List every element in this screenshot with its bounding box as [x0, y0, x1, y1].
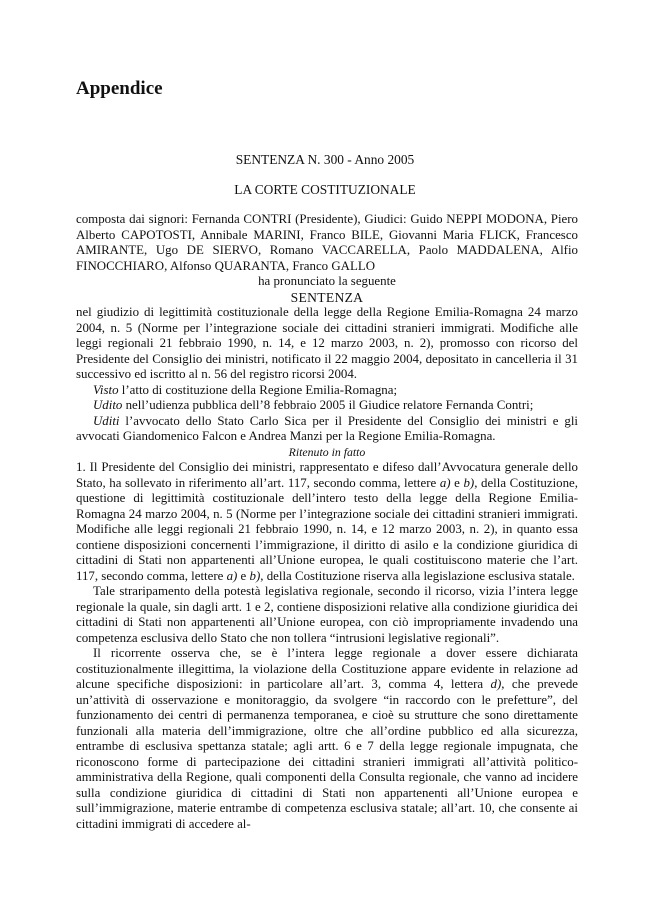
p1-and-2: e: [237, 568, 250, 583]
p1-letter-b-2: b): [249, 568, 261, 583]
paragraph-1: [76, 460, 578, 584]
paragraph-3: [76, 646, 578, 832]
p1-letter-a: a): [439, 475, 451, 490]
pronounced-line: ha pronunciato la seguente: [258, 274, 396, 288]
p1-part3: , della Costituzione riserva alla legislazione esclusiva statale.: [260, 568, 575, 583]
judgment-intro: nel giudizio di legittimità costituzionale della legge della Regione Emilia-Romagna 24 marzo 2004, n. 5 (Norme per l’integrazione sociale dei cittadini stranieri immigrati. Modifiche alle leggi regionali 21 febbraio 1990, n. 14, e 12 marzo 2003, n. 2), promosso con ricorso del Presidente del Consiglio dei ministri, notificato il 22 maggio 2004, depositato in cancelleria il 31 successivo ed iscritto al n. 56 del registro ricorsi 2004.: [76, 305, 578, 381]
udito-lead: Udito: [93, 398, 123, 412]
p1-and-1: e: [450, 475, 464, 490]
uditi-paragraph: [76, 414, 578, 445]
uditi-lead: Uditi: [93, 413, 120, 428]
visto-paragraph: [76, 383, 578, 399]
visto-lead: Visto: [93, 382, 119, 397]
page-heading: Appendice: [76, 78, 163, 99]
p3-part1: Il ricorrente osserva che, se è l’intera legge regionale a dover essere dichiarata costituzionalmente illegittima, la violazione della Costituzione appare evidente in relazione ad alcune specifiche disposizioni: in particolare all’art. 3, comma 4, lettera: [76, 646, 578, 691]
p3-letter-d: d): [490, 677, 502, 691]
p1-part1: 1. Il Presidente del Consiglio dei ministri, rappresentato e difeso dall’Avvocatura generale dello Stato, ha sollevato in riferimento all’art. 117, secondo comma, lettere: [76, 460, 578, 490]
visto-text: l’atto di costituzione della Regione Emilia-Romagna;: [118, 382, 398, 397]
p1-letter-b: b): [463, 475, 475, 490]
sentenza-header: SENTENZA N. 300 - Anno 2005: [235, 152, 415, 167]
p1-part2: , della Costituzione, questione di legittimità costituzionale dell’intero testo della legge della Regione Emilia-Romagna 24 marzo 2004, n. 5 (Norme per l’integrazione sociale dei cittadini stranieri immigrati. Modifiche alle leggi regionali 21 febbraio 1990, n. 14, e 12 marzo 2003, n. 2), in quanto essa contiene disposizioni concernenti l’immigrazione, il diritto di asilo e la condizione giuridica di cittadini di Stati non appartenenti all’Unione europea, le quali costituiscono materie che l’art. 117, secondo comma, lettere: [76, 475, 579, 583]
udito-text: nell’udienza pubblica dell’8 febbraio 2005 il Giudice relatore Fernanda Contri;: [122, 398, 534, 412]
p3-part2: , che prevede un’attività di osservazione e monitoraggio, da svolgere “in raccordo con le prefetture”, del funzionamento dei centri di permanenza temporanea, e cioè su strutture che sono direttamente funzionali alla materia dell’immigrazione, oltre che all’ordine pubblico ed alla sicurezza, entrambe di esclusiva spettanza statale; agli artt. 6 e 7 della legge regionale impugnata, che riconoscono forme di partecipazione dei cittadini stranieri immigrati all’attività politico-amministrativa della Regione, quali componenti della Consulta regionale, che vanno ad incidere sulla condizione giuridica di cittadini di Stati non appartenenti all’Unione europea e sull’immigrazione, materie entrambe di competenza esclusiva statale; all’art. 10, che consente ai cittadini immigrati di accedere al-: [76, 677, 578, 831]
paragraph-2: Tale straripamento della potestà legislativa regionale, secondo il ricorso, vizia l’intera legge regionale la quale, sin dagli artt. 1 e 2, contiene disposizioni relative alla condizione giuridica dei cittadini di Stati non appartenenti all’Unione europea, con ciò impropriamente invadendo una competenza esclusiva dello Stato che non tollera “intrusioni legislative regionali”.: [76, 584, 578, 645]
sentenza-title: SENTENZA: [290, 289, 364, 305]
section-title: Ritenuto in fatto: [288, 444, 366, 459]
uditi-text: l’avvocato dello Stato Carlo Sica per il Presidente del Consiglio dei ministri e gli avvocati Giandomenico Falcon e Andrea Manzi per la Regione Emilia-Romagna.: [76, 413, 578, 443]
court-composition: composta dai signori: Fernanda CONTRI (Presidente), Giudici: Guido NEPPI MODONA, Piero Alberto CAPOTOSTI, Annibale MARINI, Franco BILE, Giovanni Maria FLICK, Francesco AMIRANTE, Ugo DE SIERVO, Romano VACCARELLA, Paolo MADDALENA, Alfio FINOCCHIARO, Alfonso QUARANTA, Franco GALLO: [76, 212, 578, 273]
p1-letter-a-2: a): [226, 568, 238, 583]
udito-paragraph: [76, 398, 578, 414]
court-name: LA CORTE COSTITUZIONALE: [234, 182, 416, 197]
document-body: [76, 212, 578, 832]
